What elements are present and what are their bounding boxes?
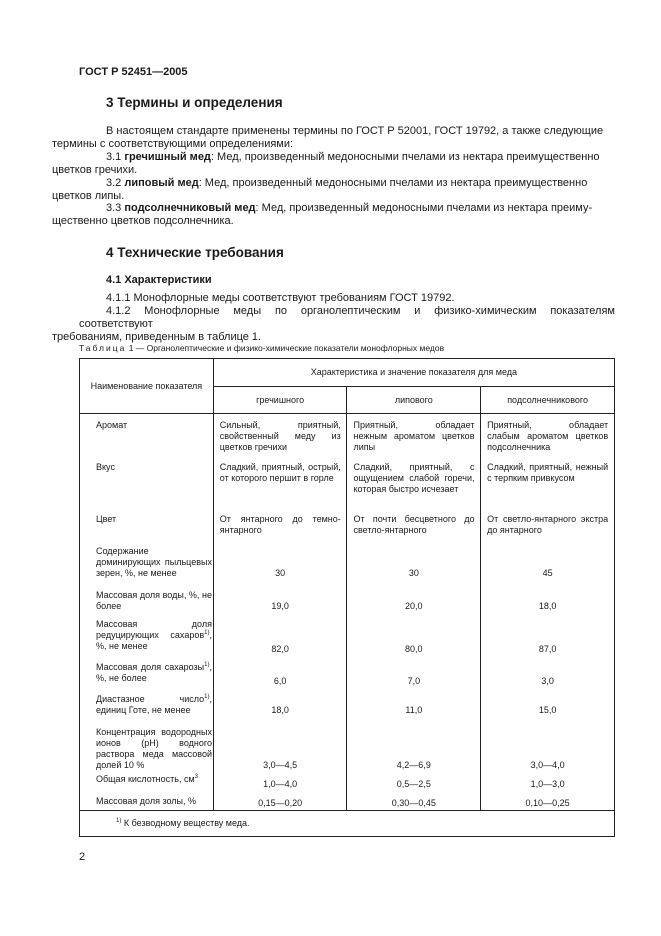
header-col-sunflower: подсолнечникового	[481, 387, 615, 414]
label-part: Общая кислотность, см	[96, 774, 195, 784]
term-name: подсолнечниковый мед	[124, 202, 256, 214]
label-part: Диастазное число	[96, 694, 205, 704]
table-footnote-row	[80, 811, 615, 837]
water-buckwheat: 19,0	[271, 601, 289, 611]
caption-text: 1 — Органолептические и физико-химические показатели монофлорных медов	[126, 343, 445, 353]
table-footnote	[80, 811, 615, 837]
row-label-diastase	[96, 694, 212, 716]
footnote-text: К безводному веществу меда.	[121, 818, 250, 828]
label-part: , %, не менее	[96, 630, 212, 651]
indicator-column	[80, 414, 214, 811]
pollen-sunflower: 45	[542, 568, 553, 578]
row-label-ash: Массовая доля золы, %	[96, 796, 197, 806]
ash-linden: 0,30—0,45	[391, 798, 436, 808]
footnote-ref: 1)	[204, 662, 210, 668]
term-number: 3.2	[106, 177, 122, 189]
row-label-sucrose	[96, 662, 212, 684]
water-sunflower: 18,0	[538, 601, 557, 611]
term-3-3	[52, 202, 615, 228]
header-indicator: Наименование показателя	[80, 359, 214, 414]
term-definition-cont: щественно цветков подсолнечника.	[52, 215, 234, 227]
table-header-row	[80, 359, 615, 387]
row-label-pollen: Содержание доминирующих пыльцевых зерен, %, не менее	[96, 546, 212, 578]
term-number: 3.1	[106, 151, 122, 163]
acidity-sunflower: 1,0—3,0	[530, 779, 565, 789]
section-3-intro	[52, 125, 615, 151]
color-buckwheat: От янтарного до темно-янтарного	[219, 514, 341, 535]
diastase-buckwheat: 18,0	[271, 705, 289, 715]
row-label-ph: Концентрация водородных ионов (рН) водного раствора меда массовой долей 10 %	[96, 727, 212, 770]
unit-superscript: 3	[194, 774, 199, 780]
term-3-1	[52, 151, 615, 177]
water-linden: 20,0	[405, 601, 423, 611]
sugars-buckwheat: 82,0	[271, 644, 289, 654]
label-part: , %, не более	[96, 662, 212, 683]
footnote-ref: 1)	[204, 694, 210, 700]
row-label-reducing-sugars	[96, 619, 212, 652]
aroma-sunflower: Приятный, обладает слабым ароматом цветков подсолнечника	[487, 420, 609, 452]
sucrose-buckwheat: 6,0	[273, 676, 287, 686]
term-number: 3.3	[106, 202, 122, 214]
sucrose-linden: 7,0	[407, 676, 421, 686]
term-3-2	[52, 177, 615, 203]
sugars-linden: 80,0	[405, 644, 423, 654]
term-name: гречишный мед	[124, 151, 211, 163]
sucrose-sunflower: 3,0	[541, 676, 554, 686]
term-definition: : Мед, произведенный медоносными пчелами из нектара преиму-	[255, 202, 593, 214]
paragraph-line: требованиям, приведенным в таблице 1.	[52, 331, 262, 343]
linden-column	[347, 414, 481, 811]
row-label-water: Массовая доля воды, %, не более	[96, 590, 212, 611]
taste-linden: Сладкий, приятный, с ощущением слабой горечи, которая быстро исчезает	[353, 462, 475, 494]
header-group: Характеристика и значение показателя для меда	[213, 359, 614, 387]
section-4-title: 4 Технические требования	[106, 245, 284, 260]
term-definition: : Мед, произведенный медоносными пчелами из нектара преимущественно	[210, 151, 600, 163]
intro-line-2: термины с соответствующими определениями:	[52, 138, 294, 150]
color-linden: От почти бесцветного до светло-янтарного	[353, 514, 475, 535]
paragraph-line: 4.1.2 Монофлорные меды по органолептическим и физико-химическим показателям соответствуют	[79, 305, 615, 330]
table-caption	[79, 343, 444, 353]
taste-sunflower: Сладкий, приятный, нежный с терпким привкусом	[487, 462, 609, 483]
taste-buckwheat: Сладкий, приятный, острый, от которого першит в горле	[219, 462, 341, 483]
row-label-taste: Вкус	[96, 462, 115, 472]
ph-buckwheat: 3,0—4,5	[263, 760, 298, 770]
term-definition-cont: цветков липы.	[52, 190, 125, 202]
pollen-buckwheat: 30	[275, 568, 286, 578]
caption-label: Таблица	[79, 343, 127, 353]
footnote-marker: 1)	[116, 818, 122, 824]
table-body	[80, 414, 615, 811]
color-sunflower: От светло-янтарного экстра до янтарного	[487, 514, 609, 535]
paragraph-4-1-1: 4.1.1 Монофлорные меды соответствуют требованиям ГОСТ 19792.	[106, 292, 455, 304]
sunflower-column	[481, 414, 615, 811]
intro-line-1: В настоящем стандарте применены термины по ГОСТ Р 52001, ГОСТ 19792, а также следующие	[106, 125, 604, 137]
header-col-buckwheat: гречишного	[213, 387, 347, 414]
aroma-linden: Приятный, обладает нежным ароматом цветков липы	[353, 420, 475, 452]
subsection-4-1-title: 4.1 Характеристики	[106, 274, 212, 286]
label-part: , единиц Готе, не менее	[96, 694, 212, 715]
page-number: 2	[79, 851, 86, 863]
header-col-linden: липового	[347, 387, 481, 414]
row-label-acidity	[96, 774, 212, 785]
acidity-buckwheat: 1,0—4,0	[263, 779, 298, 789]
ash-sunflower: 0,10—0,25	[525, 798, 570, 808]
section-3-title: 3 Термины и определения	[106, 95, 283, 110]
ph-linden: 4,2—6,9	[396, 760, 431, 770]
buckwheat-column	[213, 414, 347, 811]
acidity-linden: 0,5—2,5	[396, 779, 431, 789]
footnote-ref: 1)	[204, 630, 210, 636]
row-label-aroma: Аромат	[96, 420, 128, 430]
aroma-buckwheat: Сильный, приятный, свойственный меду из цветков гречихи	[219, 420, 341, 452]
sugars-sunflower: 87,0	[538, 644, 557, 654]
diastase-sunflower: 15,0	[538, 705, 557, 715]
paragraph-4-1-2	[52, 305, 615, 344]
document-header: ГОСТ Р 52451—2005	[79, 66, 188, 78]
term-definition-cont: цветков гречихи.	[52, 164, 138, 176]
label-part: Массовая доля редуцирующих сахаров	[96, 619, 212, 640]
diastase-linden: 11,0	[405, 705, 423, 715]
honey-indicators-table	[79, 358, 615, 837]
pollen-linden: 30	[408, 568, 419, 578]
label-part: Массовая доля сахарозы	[96, 662, 205, 672]
ash-buckwheat: 0,15—0,20	[258, 798, 303, 808]
ph-sunflower: 3,0—4,0	[530, 760, 565, 770]
row-label-color: Цвет	[96, 514, 117, 524]
term-name: липовый мед	[124, 177, 199, 189]
term-definition: : Мед, произведенный медоносными пчелами из нектара преимущественно	[198, 177, 588, 189]
